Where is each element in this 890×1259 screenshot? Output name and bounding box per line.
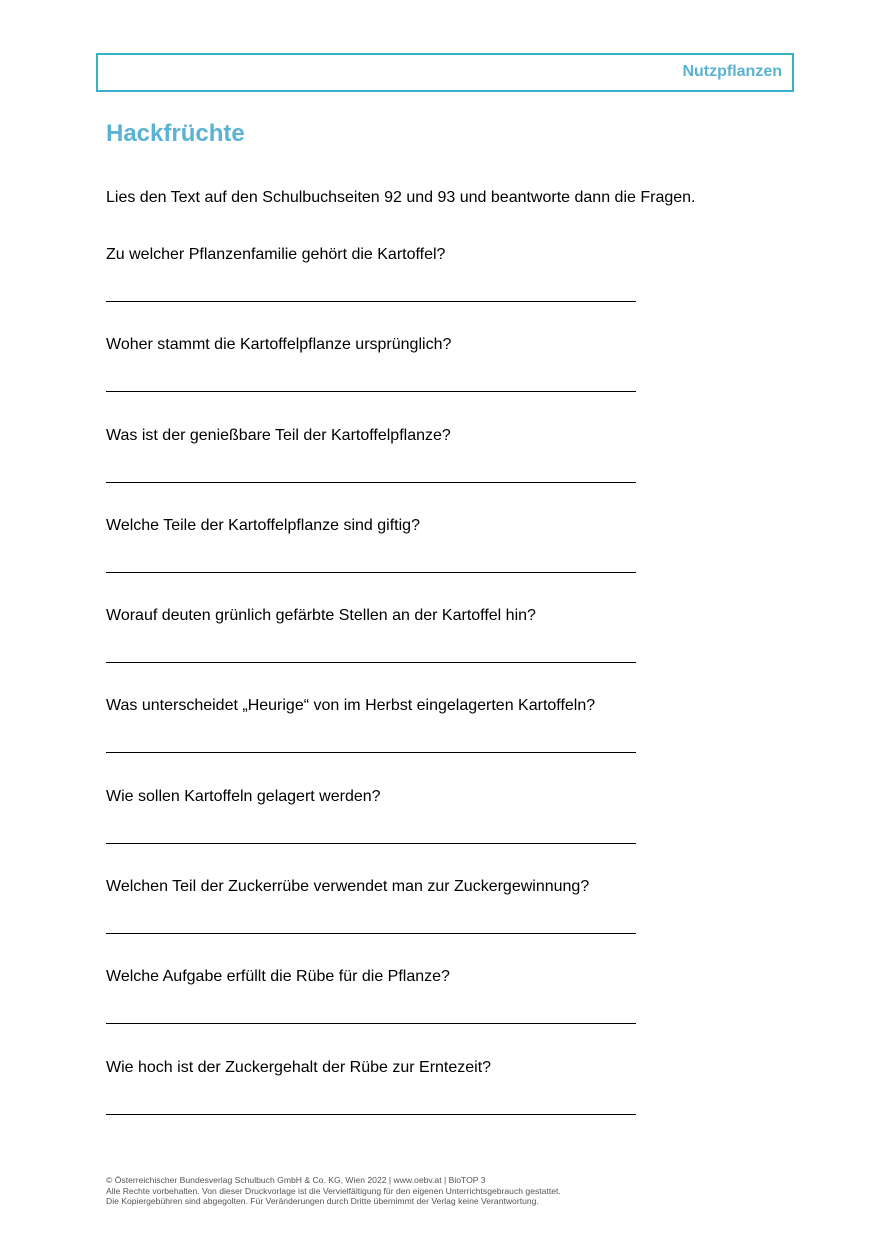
- answer-line: [106, 933, 636, 934]
- answer-line: [106, 1114, 636, 1115]
- question-item: [106, 336, 646, 426]
- question-text: Welche Aufgabe erfüllt die Rübe für die Pflanze?: [106, 968, 450, 986]
- question-text: Was ist der genießbare Teil der Kartoffelpflanze?: [106, 426, 451, 444]
- footer-disclaimer: Die Kopiergebühren sind abgegolten. Für Veränderungen durch Dritte übernimmt der Verlag keine Verantwortung.: [106, 1196, 539, 1206]
- answer-line: [106, 752, 636, 753]
- question-text: Worauf deuten grünlich gefärbte Stellen an der Kartoffel hin?: [106, 607, 536, 625]
- header-box: [96, 53, 794, 92]
- answer-line: [106, 572, 636, 573]
- question-item: [106, 697, 646, 787]
- question-text: Woher stammt die Kartoffelpflanze ursprünglich?: [106, 336, 452, 354]
- question-item: [106, 607, 646, 697]
- answer-line: [106, 482, 636, 483]
- question-item: [106, 1059, 646, 1149]
- footer-rights: Alle Rechte vorbehalten. Von dieser Druckvorlage ist die Vervielfältigung für den eigenen Unterrichtsgebrauch gestattet.: [106, 1185, 561, 1196]
- question-item: [106, 246, 646, 336]
- answer-line: [106, 391, 636, 392]
- footer: [106, 1175, 561, 1207]
- answer-line: [106, 301, 636, 302]
- question-item: [106, 427, 646, 517]
- answer-line: [106, 1023, 636, 1024]
- page-title: Hackfrüchte: [106, 120, 245, 147]
- instruction-text: Lies den Text auf den Schulbuchseiten 92 und 93 und beantworte dann die Fragen.: [106, 189, 696, 206]
- question-text: Wie sollen Kartoffeln gelagert werden?: [106, 787, 381, 805]
- question-text: Welche Teile der Kartoffelpflanze sind giftig?: [106, 516, 420, 534]
- question-text: Wie hoch ist der Zuckergehalt der Rübe zur Erntezeit?: [106, 1058, 492, 1076]
- answer-line: [106, 843, 636, 844]
- header-label: Nutzpflanzen: [682, 63, 782, 80]
- question-item: [106, 517, 646, 607]
- question-item: [106, 878, 646, 968]
- answer-line: [106, 662, 636, 663]
- question-item: [106, 968, 646, 1058]
- question-text: Zu welcher Pflanzenfamilie gehört die Kartoffel?: [106, 246, 446, 263]
- question-item: [106, 788, 646, 878]
- question-text: Welchen Teil der Zuckerrübe verwendet man zur Zuckergewinnung?: [106, 878, 590, 896]
- footer-copyright: © Österreichischer Bundesverlag Schulbuch GmbH & Co. KG, Wien 2022 | www.oebv.at | BioTOP 3: [106, 1175, 486, 1185]
- question-list: [106, 246, 646, 1149]
- question-text: Was unterscheidet „Heurige“ von im Herbst eingelagerten Kartoffeln?: [106, 697, 596, 715]
